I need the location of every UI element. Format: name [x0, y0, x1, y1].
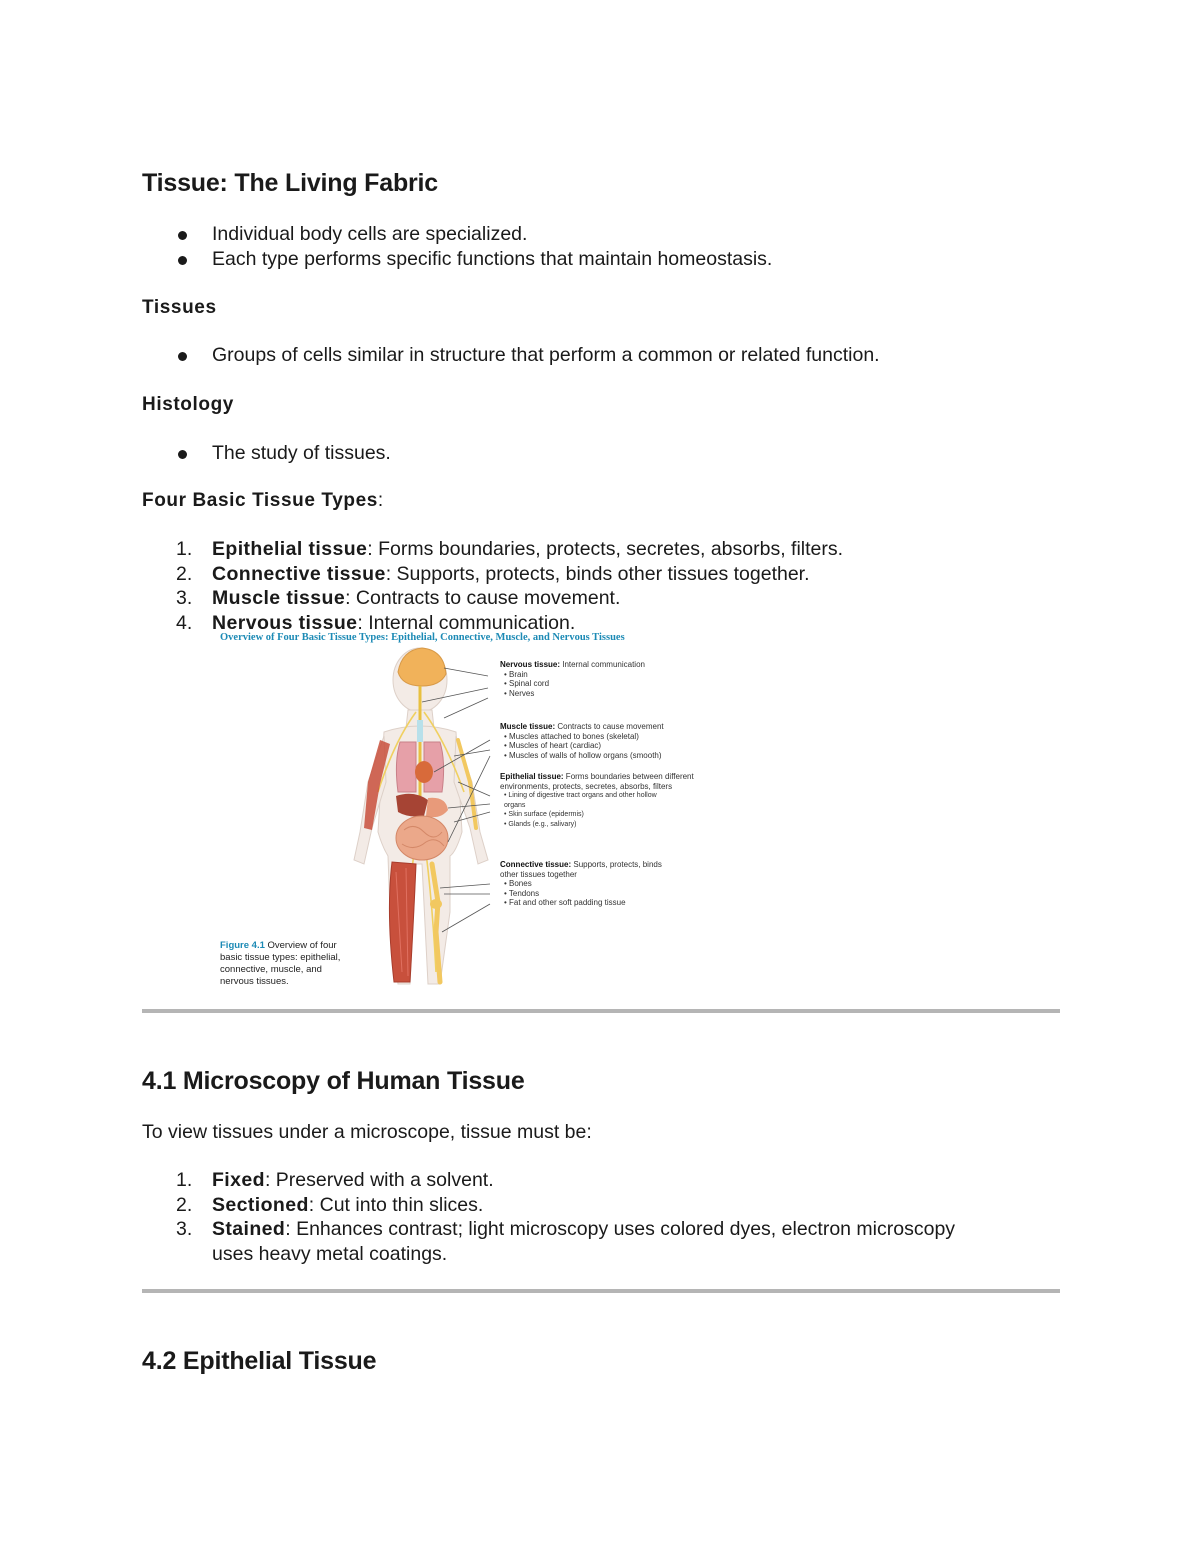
label-muscle-tissue: Muscle tissue: Contracts to cause movement • Muscles attached to bones (skeletal) • Muscles of heart (cardiac) • Muscles of walls of hollow organs (smooth): [500, 722, 664, 760]
list-item: 3. Muscle tissue: Contracts to cause movement.: [176, 587, 621, 609]
microscopy-intro: To view tissues under a microscope, tissue must be:: [142, 1121, 592, 1143]
section-title-living-fabric: Tissue: The Living Fabric: [142, 169, 438, 197]
figure-title: Overview of Four Basic Tissue Types: Epithelial, Connective, Muscle, and Nervous Tissues: [220, 632, 625, 643]
section-divider: [142, 1289, 1060, 1293]
section-divider: [142, 1009, 1060, 1013]
list-item: 1. Epithelial tissue: Forms boundaries, protects, secretes, absorbs, filters.: [176, 538, 844, 560]
label-nervous-tissue: Nervous tissue: Internal communication • Brain • Spinal cord • Nerves: [500, 660, 645, 698]
list-item: 2. Connective tissue: Supports, protects, binds other tissues together.: [176, 563, 810, 585]
tissue-types-figure: [218, 632, 718, 990]
list-item: 4. Nervous tissue: Internal communication.: [176, 612, 576, 634]
section-title-epithelial: 4.2 Epithelial Tissue: [142, 1347, 377, 1375]
heading-tissues: Tissues: [142, 297, 217, 318]
list-item: Each type performs specific functions that maintain homeostasis.: [142, 247, 1042, 272]
list-item: Individual body cells are specialized.: [142, 222, 1042, 247]
bullet-icon: [178, 231, 187, 240]
heading-histology: Histology: [142, 394, 234, 415]
list-item: 1. Fixed: Preserved with a solvent.: [176, 1169, 494, 1191]
heading-four-basic-tissue-types: Four Basic Tissue Types:: [142, 490, 384, 511]
label-connective-tissue: Connective tissue: Supports, protects, binds other tissues together • Bones • Tendons • Fat and other soft padding tissue: [500, 860, 662, 907]
bullet-icon: [178, 450, 187, 459]
list-item: The study of tissues.: [142, 441, 1042, 466]
bullet-icon: [178, 352, 187, 361]
list-item: Groups of cells similar in structure that perform a common or related function.: [142, 343, 1042, 368]
list-item: 3. Stained: Enhances contrast; light microscopy uses colored dyes, electron microscopy uses heavy metal coatings.: [176, 1218, 956, 1265]
figure-caption: Figure 4.1 Overview of four basic tissue types: epithelial, connective, muscle, and nervous tissues.: [220, 940, 341, 987]
list-item: 2. Sectioned: Cut into thin slices.: [176, 1194, 484, 1216]
label-epithelial-tissue: Epithelial tissue: Forms boundaries between different environments, protects, secretes, absorbs, filters • Lining of digestive tract organs and other hollow organs • Skin surface (epidermis) • Glands (e.g., salivary): [500, 772, 694, 828]
section-title-microscopy: 4.1 Microscopy of Human Tissue: [142, 1067, 525, 1095]
bullet-icon: [178, 256, 187, 265]
